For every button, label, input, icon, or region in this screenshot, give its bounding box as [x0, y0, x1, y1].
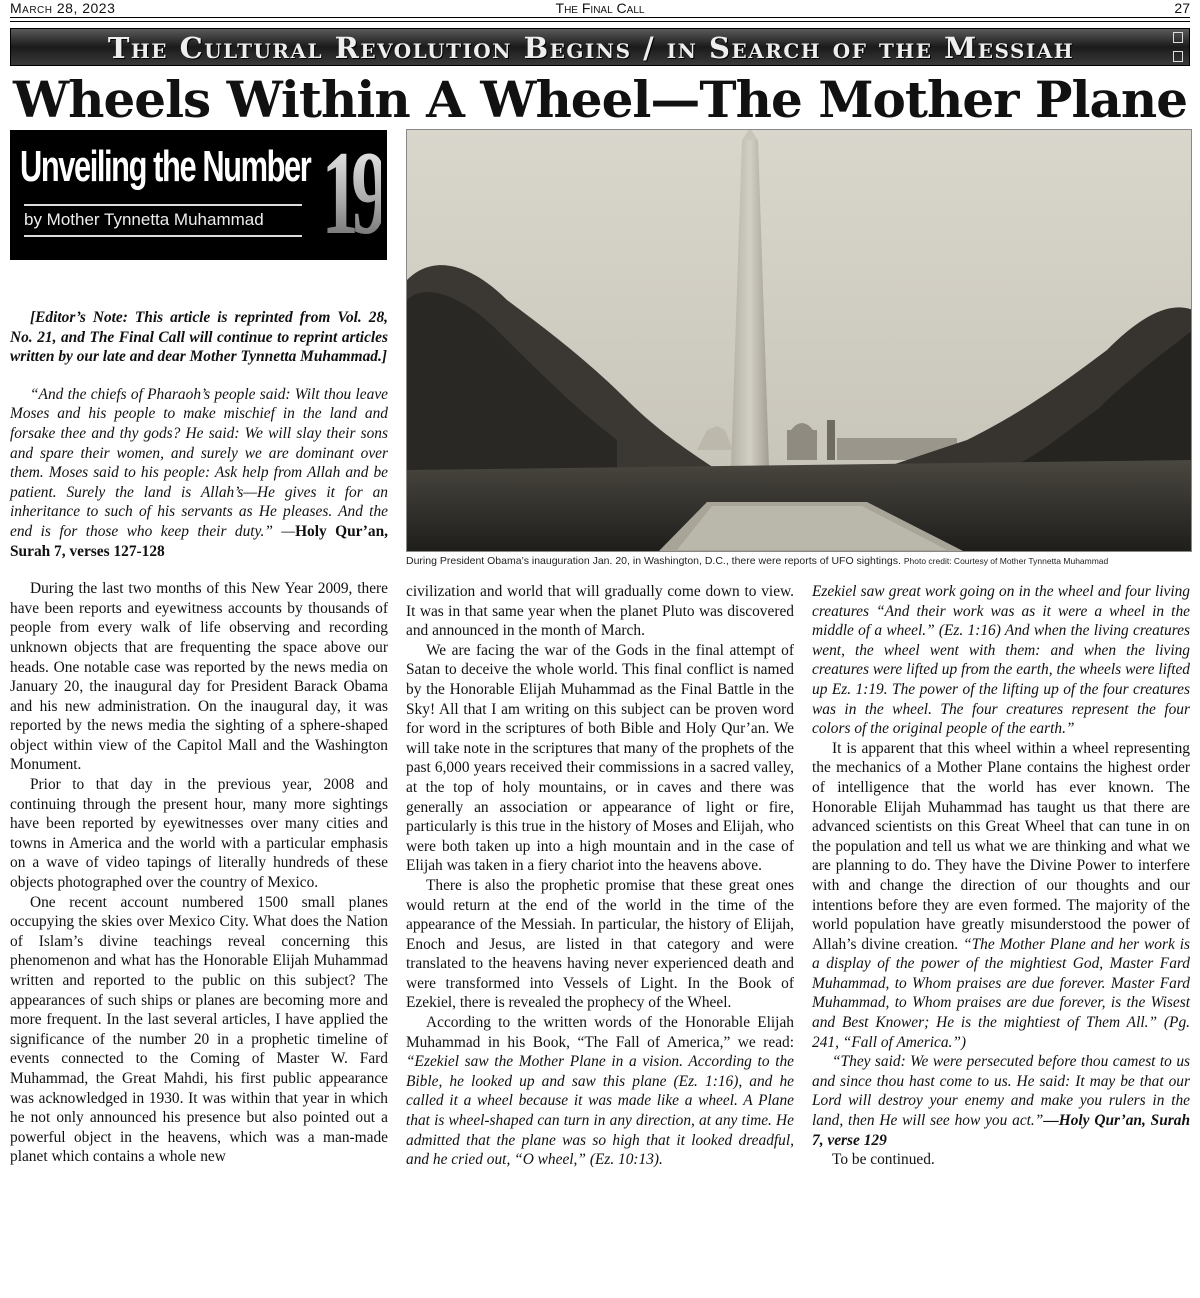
column-logo [10, 130, 387, 260]
epigraph-text: “And the chiefs of Pharaoh’s people said: Wilt thou leave Moses and his people to make mischief in the land and forsake thee and thy gods? He said: We will slay their sons and spare their women, and surely we are dominant over them. Moses said to his people: Ask help from Allah and be patient. Surely the land is Allah’s—He gives it for an inheritance to such of his servants as He pleases. And the end is for those who keep their duty.” — [10, 385, 388, 540]
paragraph: There is also the prophetic promise that these great ones would return at the end of the world in the time of the appearance of the Messiah. In particular, the history of Elijah, Enoch and Jesus, are listed in that category and were translated to the heavens having never experienced death and were transformed into Vessels of Light. In the Book of Ezekiel, there is revealed the prophecy of the Wheel. [406, 876, 794, 1012]
masthead-rule [10, 21, 1190, 22]
logo-byline: by Mother Tynnetta Muhammad [24, 210, 264, 229]
masthead [10, 0, 1190, 18]
cited-quote-continued: Ezekiel saw great work going on in the wheel and four living creatures “And their work was as it were a wheel in the middle of a wheel.” (Ez. 1:16) And when the living creatures went, the wheel went with them: and when the living creatures were lifted up from the earth, the wheels were lifted up Ez. 1:19. The power of the lifting up of the four creatures was in the wheel. The four creatures represent the four colors of the original people of the earth.” [812, 583, 1190, 738]
epigraph-quote [10, 385, 388, 561]
logo-title: Unveiling the Number [20, 142, 311, 191]
article-column-1 [10, 308, 388, 1167]
photo-credit: Photo credit: Courtesy of Mother Tynnetta Muhammad [903, 556, 1109, 566]
caption-text: During President Obama’s inauguration Jan. 20, in Washington, D.C., there were reports of UFO sightings. [406, 555, 901, 567]
paragraph: We are facing the war of the Gods in the final attempt of Satan to deceive the whole world. This final conflict is named by the Honorable Elijah Muhammad as the Final Battle in the Sky! All that I am writing on this subject can be proven word for word in the scriptures of both Bible and Holy Qur’an. We will take note in the scriptures that many of the prophets of the past 6,000 years received their commissions in a sacred valley, at the top of holy mountains, or in caves and there was generally an association or appearance of light or fire, particularly is this true in the history of Moses and Elijah, who were both taken up into a high mountain and in the case of Elijah was taken in a fiery chariot into the heavens above. [406, 641, 794, 875]
inauguration-photo [406, 129, 1192, 552]
page-number: 27 [1174, 0, 1190, 16]
paragraph: During the last two months of this New Year 2009, there have been reports and eyewitness accounts by thousands of people from every walk of life observing and recording unknown objects that are frequenting the space above our heads. One notable case was reported by the news media on January 20, the inaugural day for President Barack Obama and his new administration. On the inaugural day, it was reported by the news media the sighting of a sphere-shaped object within view of the Capitol Mall and the Washington Monument. [10, 580, 388, 774]
section-banner [10, 28, 1190, 66]
paragraph: Prior to that day in the previous year, 2008 and continuing through the present hour, many more sightings have been reported by eyewitnesses over many cities and towns in America and the world with a particular emphasis on a wave of video tapings of literally hundreds of these objects photographed over the country of Mexico. [10, 776, 388, 892]
ornament-icon [1173, 32, 1183, 43]
article-column-3 [812, 582, 1190, 1170]
closing-quote [812, 1052, 1190, 1150]
epigraph-source: Holy Qur’an, Surah 7, verses 127-128 [10, 522, 389, 560]
headline: Wheels Within A Wheel—The Mother Plane [12, 70, 1188, 129]
photo-image [407, 130, 1192, 552]
paragraph [812, 739, 1190, 1053]
logo-divider [24, 204, 302, 206]
cited-quote: “The Mother Plane and her work is a display of the power of the mightiest God, Master Fard Muhammad, to Whom praises are due forever. Master Fard Muhammad, to Whom praises are due forever, is the Wisest and Best Knower; He is the mightiest of Them All.” (Pg. 241, “Fall of America.”) [812, 935, 1190, 1051]
photo-caption [406, 554, 1192, 568]
paragraph: One recent account numbered 1500 small planes occupying the skies over Mexico City. What does the Nation of Islam’s divine teachings reveal concerning this phenomenon and what has the Honorable Elijah Muhammad written and reported to the public on this subject? The appearances of such ships or planes are becoming more and more frequent. In the last several articles, I have applied the significance of the number 20 in a prophetic timeline of events connected to the Coming of Master W. Fard Muhammad, the Great Mahdi, his first public appearance was acknowledged in 1930. It was within that year in which he not only announced his presence but also pointed out a powerful object in the heavens, which was a man-made planet which contains a whole new [10, 893, 388, 1166]
closing-quote-source: —Holy Qur’an, Surah 7, verse 129 [812, 1112, 1191, 1149]
logo-divider [24, 235, 302, 237]
paragraph-lead: According to the written words of the Honorable Elijah Muhammad in his Book, “The Fall of America,” we read: [406, 1014, 794, 1051]
banner-text: The Cultural Revolution Begins / in Search of the Messiah [107, 31, 1075, 65]
issue-date: March 28, 2023 [10, 0, 116, 16]
paper-name: The Final Call [555, 0, 645, 16]
to-be-continued: To be continued. [832, 1151, 935, 1169]
paragraph [406, 1013, 794, 1170]
logo-number: 19 [321, 130, 381, 260]
ornament-icon [1173, 51, 1183, 62]
closing-quote-text: “They said: We were persecuted before thou camest to us and since thou hast come to us. He said: It may be that our Lord will destroy your enemy and make you rulers in the land, then He will see how you act.” [812, 1053, 1190, 1130]
paragraph-lead: It is apparent that this wheel within a wheel representing the mechanics of a Mother Plane contains the highest order of intelligence that the world has ever known. The Honorable Elijah Muhammad has taught us that there are advanced scientists on this Great Wheel that can tune in on the population and tell us what we are thinking and what we are planning to do. They have the Divine Power to interfere with and change the direction of our thoughts and our intentions before they are even formed. The majority of the world population have greatly misunderstood the power of Allah’s divine creation. [812, 739, 1190, 953]
cited-quote: “Ezekiel saw the Mother Plane in a vision. According to the Bible, he looked up and saw this plane (Ez. 1:16), and he called it a wheel because it was made like a wheel. A Plane that is wheel-shaped can turn in any direction, at any time. He admitted that the plane was so high that it looked dreadful, and he cried out, “O wheel,” (Ez. 10:13). [406, 1053, 794, 1169]
article-column-2 [406, 582, 794, 1170]
editor-note: [Editor’s Note: This article is reprinted from Vol. 28, No. 21, and The Final Call will continue to reprint articles written by our late and dear Mother Tynnetta Muhammad.] [10, 309, 388, 366]
paragraph-continued: civilization and world that will gradually come down to view. It was in that same year when the planet Pluto was discovered and announced in the month of March. [406, 583, 794, 640]
